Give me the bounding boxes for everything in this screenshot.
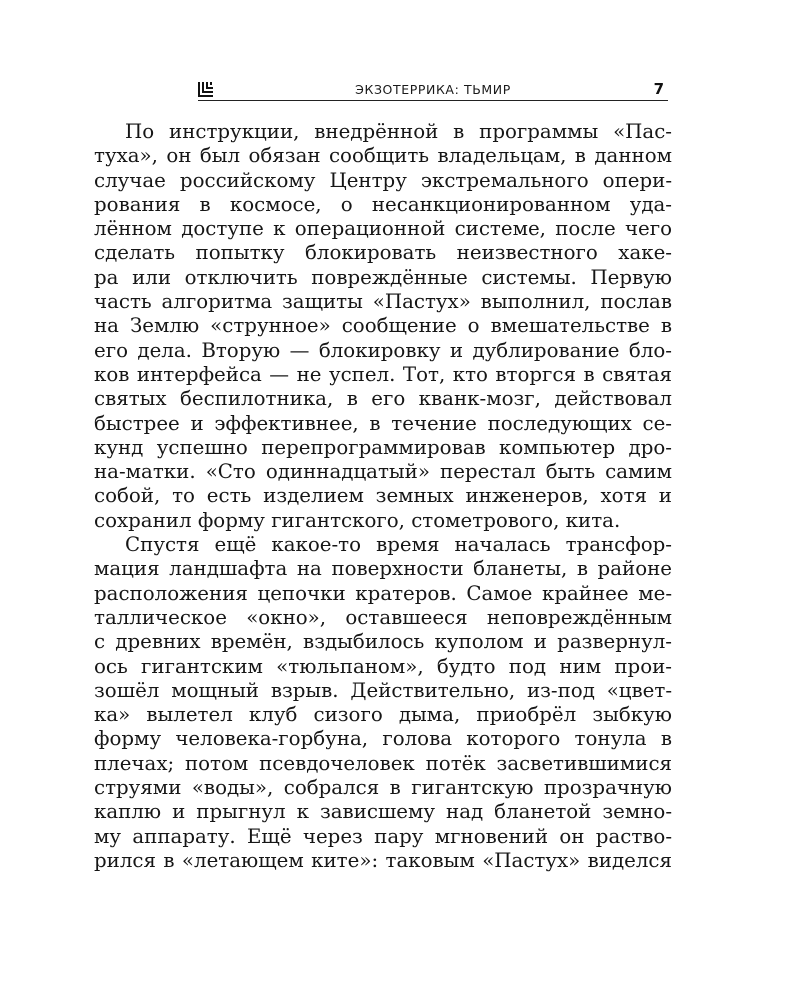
text-line: таллическое «окно», оставшееся неповреждённым (94, 605, 672, 629)
text-line: кунд успешно перепрограммировав компьютер дро- (94, 435, 672, 459)
text-line: случае российскому Центру экстремального опери- (94, 168, 672, 192)
text-line: плечах; потом псевдочеловек потёк засветившимися (94, 751, 672, 775)
text-line: мация ландшафта на поверхности бланеты, в районе (94, 557, 672, 581)
text-line: его дела. Вторую — блокировку и дублирование бло- (94, 338, 672, 362)
text-line: форму человека-горбуна, голова которого тонула в (94, 727, 672, 751)
paragraph-1 (94, 120, 672, 533)
text-line: с древних времён, вздыбилось куполом и развернул- (94, 630, 672, 654)
paragraph-2 (94, 533, 672, 873)
running-title: ЭКЗОТЕРРИКА: ТЬМИР (355, 82, 511, 97)
text-line: туха», он был обязан сообщить владельцам, в данном (94, 144, 672, 168)
text-line: сохранил форму гигантского, стометрового, кита. (94, 508, 621, 532)
text-line: собой, то есть изделием земных инженеров, хотя и (94, 484, 672, 508)
text-line: му аппарату. Ещё через пару мгновений он раство- (94, 824, 672, 848)
text-line: рился в «летающем ките»: таковым «Пастух» виделся (94, 848, 672, 872)
page-number: 7 (653, 80, 664, 98)
text-line: лённом доступе к операционной системе, после чего (94, 217, 672, 241)
text-line: быстрее и эффективнее, в течение последующих се- (94, 411, 672, 435)
text-line: Спустя ещё какое-то время началась трансфор- (125, 533, 672, 557)
text-line: ка» вылетел клуб сизого дыма, приобрёл зыбкую (94, 703, 672, 727)
text-line: сделать попытку блокировать неизвестного хаке- (94, 241, 672, 265)
text-line: рования в космосе, о несанкционированном уда- (94, 192, 672, 216)
text-line: зошёл мощный взрыв. Действительно, из-под «цвет- (94, 678, 672, 702)
running-header (198, 80, 668, 100)
text-line: ось гигантским «тюльпаном», будто под ним прои- (94, 654, 672, 678)
body-text (94, 120, 672, 873)
text-line: По инструкции, внедрённой в программы «Пас- (125, 120, 672, 143)
text-line: расположения цепочки кратеров. Самое крайнее ме- (94, 581, 672, 605)
text-line: каплю и прыгнул к зависшему над бланетой земно- (94, 800, 672, 824)
header-rule (198, 100, 668, 101)
text-line: ков интерфейса — не успел. Тот, кто вторгся в святая (94, 362, 672, 386)
text-line: на Землю «струнное» сообщение о вмешательстве в (94, 314, 672, 338)
text-line: часть алгоритма защиты «Пастух» выполнил, послав (94, 290, 672, 314)
text-line: струями «воды», собрался в гигантскую прозрачную (94, 776, 672, 800)
text-line: святых беспилотника, в его кванк-мозг, действовал (94, 387, 672, 411)
text-line: на-матки. «Сто одиннадцатый» перестал быть самим (94, 460, 672, 484)
text-line: ра или отключить повреждённые системы. Первую (94, 265, 672, 289)
